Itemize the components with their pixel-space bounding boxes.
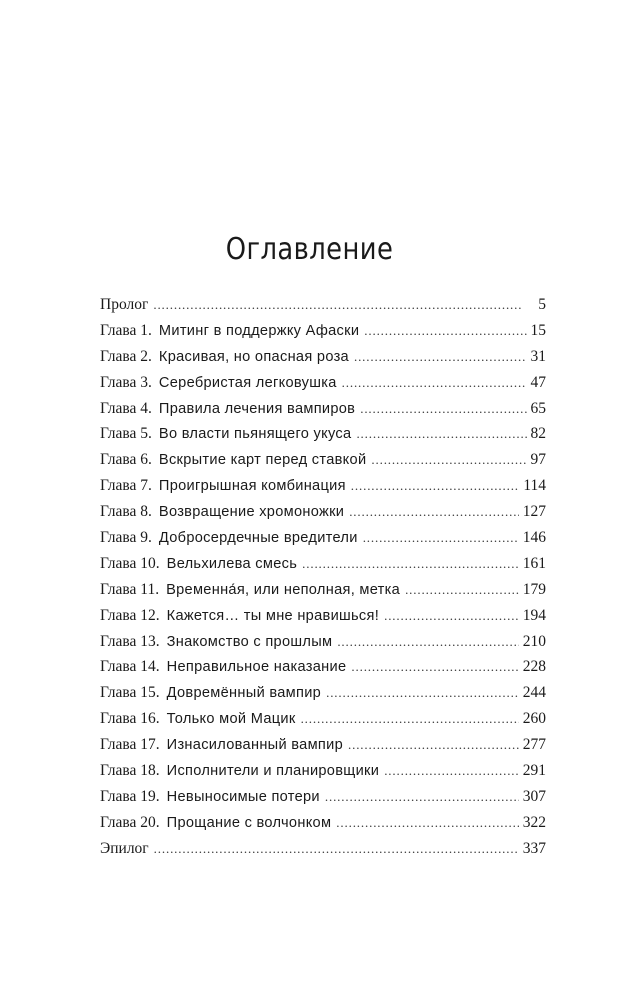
toc-entry-leader xyxy=(384,608,519,624)
toc-entry-page: 161 xyxy=(522,554,546,572)
toc-entry-leader xyxy=(363,530,519,546)
toc-entry xyxy=(100,633,546,659)
toc-entry-label xyxy=(100,425,351,443)
toc-entry-title: Во власти пьянящего укуса xyxy=(158,426,352,443)
toc-entry-chapter: Глава 11. xyxy=(100,580,160,598)
toc-entry-page: 307 xyxy=(522,787,546,805)
toc-entry-leader xyxy=(356,426,526,442)
toc-entry-page: 210 xyxy=(522,632,546,650)
toc-entry-page: 146 xyxy=(522,529,546,547)
toc-entry-title: Вскрытие карт перед ставкой xyxy=(158,452,367,469)
toc-title: Оглавление xyxy=(225,232,394,267)
toc-entry-chapter: Глава 18. xyxy=(100,762,160,780)
toc-entry-leader xyxy=(337,634,518,650)
toc-entry-title: Вельхилева смесь xyxy=(166,555,298,572)
toc-entry-leader xyxy=(153,297,534,313)
toc-entry-label xyxy=(100,814,331,832)
toc-entry-leader xyxy=(351,478,520,494)
toc-entry-label xyxy=(100,658,346,676)
toc-entry-title: Временна́я, или неполная, метка xyxy=(166,581,401,598)
toc-entry-title: Прощание с волчонком xyxy=(166,814,332,831)
toc-entry-chapter: Эпилог xyxy=(100,839,149,857)
toc-entry-label xyxy=(100,788,320,806)
toc-entry-leader xyxy=(349,504,519,520)
toc-entry-leader xyxy=(384,763,519,779)
toc-entry-chapter: Глава 7. xyxy=(100,477,152,495)
toc-entry-chapter: Глава 10. xyxy=(100,554,160,572)
toc-entry-label xyxy=(100,762,379,780)
toc-entry-leader xyxy=(302,556,519,572)
toc-entry-label xyxy=(100,322,359,340)
toc-entry-label xyxy=(100,477,346,495)
toc-entry xyxy=(100,555,546,581)
toc-entry-title: Правила лечения вампиров xyxy=(158,400,356,417)
toc-entry xyxy=(100,529,546,555)
toc-entry-leader xyxy=(360,401,526,417)
toc-entry-page: 322 xyxy=(522,813,546,831)
toc-entry-chapter: Глава 1. xyxy=(100,321,152,339)
toc-entry-title: Изнасилованный вампир xyxy=(166,737,343,754)
toc-entry-page: 97 xyxy=(530,451,546,469)
toc-entry xyxy=(100,477,546,503)
toc-entry-page: 114 xyxy=(523,477,546,495)
toc-entry-leader xyxy=(325,789,519,805)
toc-entry-title: Неправильное наказание xyxy=(166,659,347,676)
toc-entry-title: Только мой Мацик xyxy=(166,711,296,728)
toc-entry-page: 179 xyxy=(522,580,546,598)
toc-entry-page: 194 xyxy=(522,606,546,624)
toc-entry xyxy=(100,451,546,477)
toc-entry-title: Добросердечные вредители xyxy=(158,530,358,547)
toc-entry-page: 260 xyxy=(522,710,546,728)
toc-entry-chapter: Глава 14. xyxy=(100,658,160,676)
toc-entry-page: 65 xyxy=(530,399,546,417)
toc-entry-label xyxy=(100,374,337,392)
toc-entry-chapter: Глава 12. xyxy=(100,606,160,624)
toc-entry-label xyxy=(100,348,349,366)
toc-entry-leader xyxy=(348,737,519,753)
toc-entry-page: 337 xyxy=(522,839,546,857)
toc-entry-title: Довремённый вампир xyxy=(166,685,322,702)
toc-entry-leader xyxy=(342,375,527,391)
toc-entry xyxy=(100,374,546,400)
toc-entry-label xyxy=(100,581,400,599)
toc-entry-label xyxy=(100,684,321,702)
toc-entry-chapter: Глава 15. xyxy=(100,684,160,702)
toc-entry xyxy=(100,503,546,529)
toc-entry-leader xyxy=(364,323,526,339)
toc-entry-title: Митинг в поддержку Афаски xyxy=(158,322,360,339)
toc-entry-label xyxy=(100,710,296,728)
toc-entry-label xyxy=(100,607,379,625)
toc-entry xyxy=(100,400,546,426)
toc-entry xyxy=(100,684,546,710)
toc-entry-title: Знакомство с прошлым xyxy=(166,633,333,650)
toc-entry-label xyxy=(100,840,149,858)
toc-entry-page: 277 xyxy=(522,736,546,754)
toc-entry-page: 82 xyxy=(530,425,546,443)
toc-entry-label xyxy=(100,555,297,573)
toc-entry-page: 5 xyxy=(538,296,546,313)
toc-entry-title: Возвращение хромоножки xyxy=(158,504,345,521)
toc-entry-title: Проигрышная комбинация xyxy=(158,478,346,495)
toc-entry-chapter: Глава 19. xyxy=(100,787,160,805)
toc-entry-chapter: Глава 20. xyxy=(100,813,160,831)
toc-entry-label xyxy=(100,400,355,418)
toc-entry-page: 291 xyxy=(522,762,546,780)
toc-entry-page: 31 xyxy=(530,347,546,365)
toc-entry-leader xyxy=(405,582,519,598)
toc-entry-label xyxy=(100,296,148,314)
toc-entry-title: Невыносимые потери xyxy=(166,788,320,805)
toc-entry-title: Красивая, но опасная роза xyxy=(158,348,349,365)
toc-entry-title: Кажется… ты мне нравишься! xyxy=(166,607,380,624)
toc-entry-leader xyxy=(371,452,526,468)
toc-entry xyxy=(100,788,546,814)
toc-entry xyxy=(100,736,546,762)
toc-entry-chapter: Глава 6. xyxy=(100,451,152,469)
toc-entry-label xyxy=(100,736,343,754)
toc-entry-chapter: Глава 9. xyxy=(100,529,152,547)
toc-entry-label xyxy=(100,503,344,521)
toc-entry-page: 127 xyxy=(522,503,546,521)
toc-entry xyxy=(100,814,546,840)
toc-entry-page: 15 xyxy=(530,321,546,339)
toc-entry xyxy=(100,581,546,607)
toc-entry-page: 47 xyxy=(530,373,546,391)
toc-entry-title: Серебристая легковушка xyxy=(158,374,337,391)
toc-entry-chapter: Глава 13. xyxy=(100,632,160,650)
toc-entry-chapter: Глава 2. xyxy=(100,347,152,365)
toc-entry-page: 228 xyxy=(522,658,546,676)
toc-entry xyxy=(100,425,546,451)
toc-entry-leader xyxy=(301,711,519,727)
toc-entry-chapter: Пролог xyxy=(100,296,149,313)
toc-entry-chapter: Глава 4. xyxy=(100,399,152,417)
toc-entry-leader xyxy=(154,841,519,857)
toc-entry-label xyxy=(100,633,332,651)
toc-entry-page: 244 xyxy=(522,684,546,702)
toc-entry-chapter: Глава 16. xyxy=(100,710,160,728)
toc-entry xyxy=(100,710,546,736)
toc-entry-chapter: Глава 8. xyxy=(100,503,152,521)
toc-list xyxy=(100,296,546,866)
toc-entry-leader xyxy=(336,815,518,831)
toc-entry xyxy=(100,840,546,866)
toc-entry-label xyxy=(100,529,358,547)
toc-entry-label xyxy=(100,451,366,469)
toc-entry xyxy=(100,296,546,322)
toc-entry-leader xyxy=(354,349,527,365)
toc-entry xyxy=(100,348,546,374)
toc-entry-chapter: Глава 17. xyxy=(100,736,160,754)
toc-entry xyxy=(100,322,546,348)
toc-entry xyxy=(100,762,546,788)
toc-entry-chapter: Глава 3. xyxy=(100,373,152,391)
toc-entry-title: Исполнители и планировщики xyxy=(166,763,380,780)
toc-entry-leader xyxy=(351,659,518,675)
toc-entry xyxy=(100,607,546,633)
toc-entry-chapter: Глава 5. xyxy=(100,425,152,443)
toc-entry-leader xyxy=(326,685,519,701)
toc-entry xyxy=(100,658,546,684)
